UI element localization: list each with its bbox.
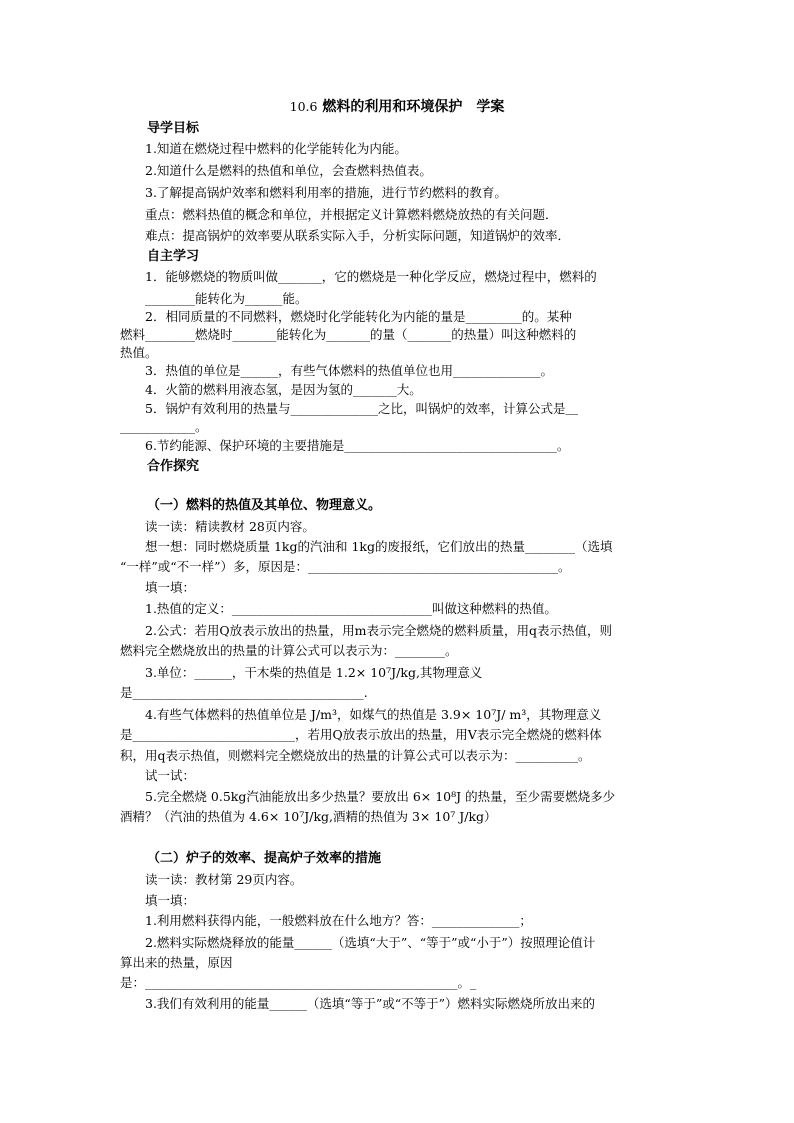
text-line: 2.公式：若用Q放表示放出的热量，用m表示完全燃烧的燃料质量，用q表示热值，则 bbox=[145, 623, 613, 638]
objective-3: 3.了解提高锅炉效率和燃料利用率的措施，进行节约燃料的教育。 bbox=[145, 185, 507, 200]
text-line: 读一读：教材第 29页内容。 bbox=[145, 872, 303, 887]
text-line: 1.热值的定义：________________________________叫做这种燃料的热值。 bbox=[145, 601, 557, 616]
text-line: 想一想：同时燃烧质量 1kg的汽油和 1kg的废报纸，它们放出的热量________（选填 bbox=[145, 539, 613, 554]
objective-2: 2.知道什么是燃料的热值和单位，会查燃料热值表。 bbox=[145, 163, 432, 178]
text-line: 5．锅炉有效利用的热量与______________之比，叫锅炉的效率，计算公式是＿ bbox=[145, 401, 578, 416]
text-line: 填一填： bbox=[145, 580, 196, 595]
text-line: 3.单位：______，干木柴的热值是 1.2× 10⁷J/kg,其物理意义 bbox=[145, 665, 483, 680]
text-line: 3.我们有效利用的能量______（选填“等于”或“不等于”）燃料实际燃烧所放出来的 bbox=[145, 996, 595, 1011]
text-line: 4.有些气体燃料的热值单位是 J/m³，如煤气的热值是 3.9× 10⁷J/ m³，其物理意义 bbox=[145, 707, 602, 722]
text-line: 热值。 bbox=[120, 345, 158, 360]
text-line: 2．相同质量的不同燃料，燃烧时化学能转化为内能的量是_________的。某种 bbox=[145, 309, 572, 324]
text-line: 是__________________________，若用Q放表示放出的热量，用V表示完全燃烧的燃料体 bbox=[120, 727, 602, 742]
text-line: 填一填： bbox=[145, 893, 196, 908]
page-title bbox=[0, 98, 794, 116]
text-line: ________能转化为______能。 bbox=[145, 291, 308, 306]
objective-1: 1.知道在燃烧过程中燃料的化学能转化为内能。 bbox=[145, 141, 407, 156]
text-line: 燃料________燃烧时_______能转化为_______的量（_______的热量）叫这种燃料的 bbox=[120, 327, 577, 342]
text-line: 1．能够燃烧的物质叫做_______，它的燃烧是一种化学反应，燃烧过程中，燃料的 bbox=[145, 269, 597, 284]
subsection-heading-1: （一）燃料的热值及其单位、物理意义。 bbox=[147, 498, 382, 513]
text-line: 酒精？（汽油的热值为 4.6× 10⁷J/kg,酒精的热值为 3× 10⁷ J/kg） bbox=[120, 809, 497, 824]
lesson-number: 10.6 bbox=[289, 99, 318, 114]
text-line: 5.完全燃烧 0.5kg汽油能放出多少热量？要放出 6× 10⁸J 的热量，至少需要燃烧多少 bbox=[145, 789, 616, 804]
text-line: 积，用q表示热值，则燃料完全燃烧放出的热量的计算公式可以表示为：__________。 bbox=[120, 748, 591, 763]
title-text: 燃料的利用和环境保护 学案 bbox=[322, 99, 505, 115]
text-line: 是_____________________________________. bbox=[120, 685, 368, 700]
text-line: 1.利用燃料获得内能，一般燃料放在什么地方？答：______________； bbox=[145, 913, 532, 928]
text-line: 试一试： bbox=[145, 768, 196, 783]
text-line: ____________。 bbox=[120, 419, 208, 434]
difficult-point: 难点：提高锅炉的效率要从联系实际入手，分析实际问题，知道锅炉的效率． bbox=[145, 228, 571, 243]
text-line: 3．热值的单位是______，有些气体燃料的热值单位也用______________。 bbox=[145, 363, 553, 378]
section-heading-objectives: 导学目标 bbox=[147, 121, 200, 136]
key-point: 重点：燃料热值的概念和单位，并根据定义计算燃料燃烧放热的有关问题． bbox=[145, 207, 558, 222]
text-line: “一样”或“不一样”）多，原因是：________________________________________。 bbox=[120, 559, 571, 574]
text-line: 算出来的热量，原因 bbox=[120, 955, 233, 970]
text-line: 2.燃料实际燃烧释放的能量______（选填“大于”、“等于”或“小于”）按照理论值计 bbox=[145, 935, 596, 950]
section-heading-self-study: 自主学习 bbox=[147, 249, 200, 264]
text-line: 读一读：精读教材 28页内容。 bbox=[145, 519, 315, 534]
section-heading-cooperative-inquiry: 合作探究 bbox=[147, 459, 200, 474]
text-line: 燃料完全燃烧放出的热量的计算公式可以表示为：________。 bbox=[120, 643, 458, 658]
subsection-heading-2: （二）炉子的效率、提高炉子效率的措施 bbox=[147, 851, 382, 866]
text-line: 4．火箭的燃料用液态氢，是因为氢的_______大。 bbox=[145, 382, 422, 397]
text-line: 6.节约能源、保护环境的主要措施是__________________________________。 bbox=[145, 438, 570, 453]
text-line: 是：__________________________________________________。_ bbox=[120, 975, 477, 990]
